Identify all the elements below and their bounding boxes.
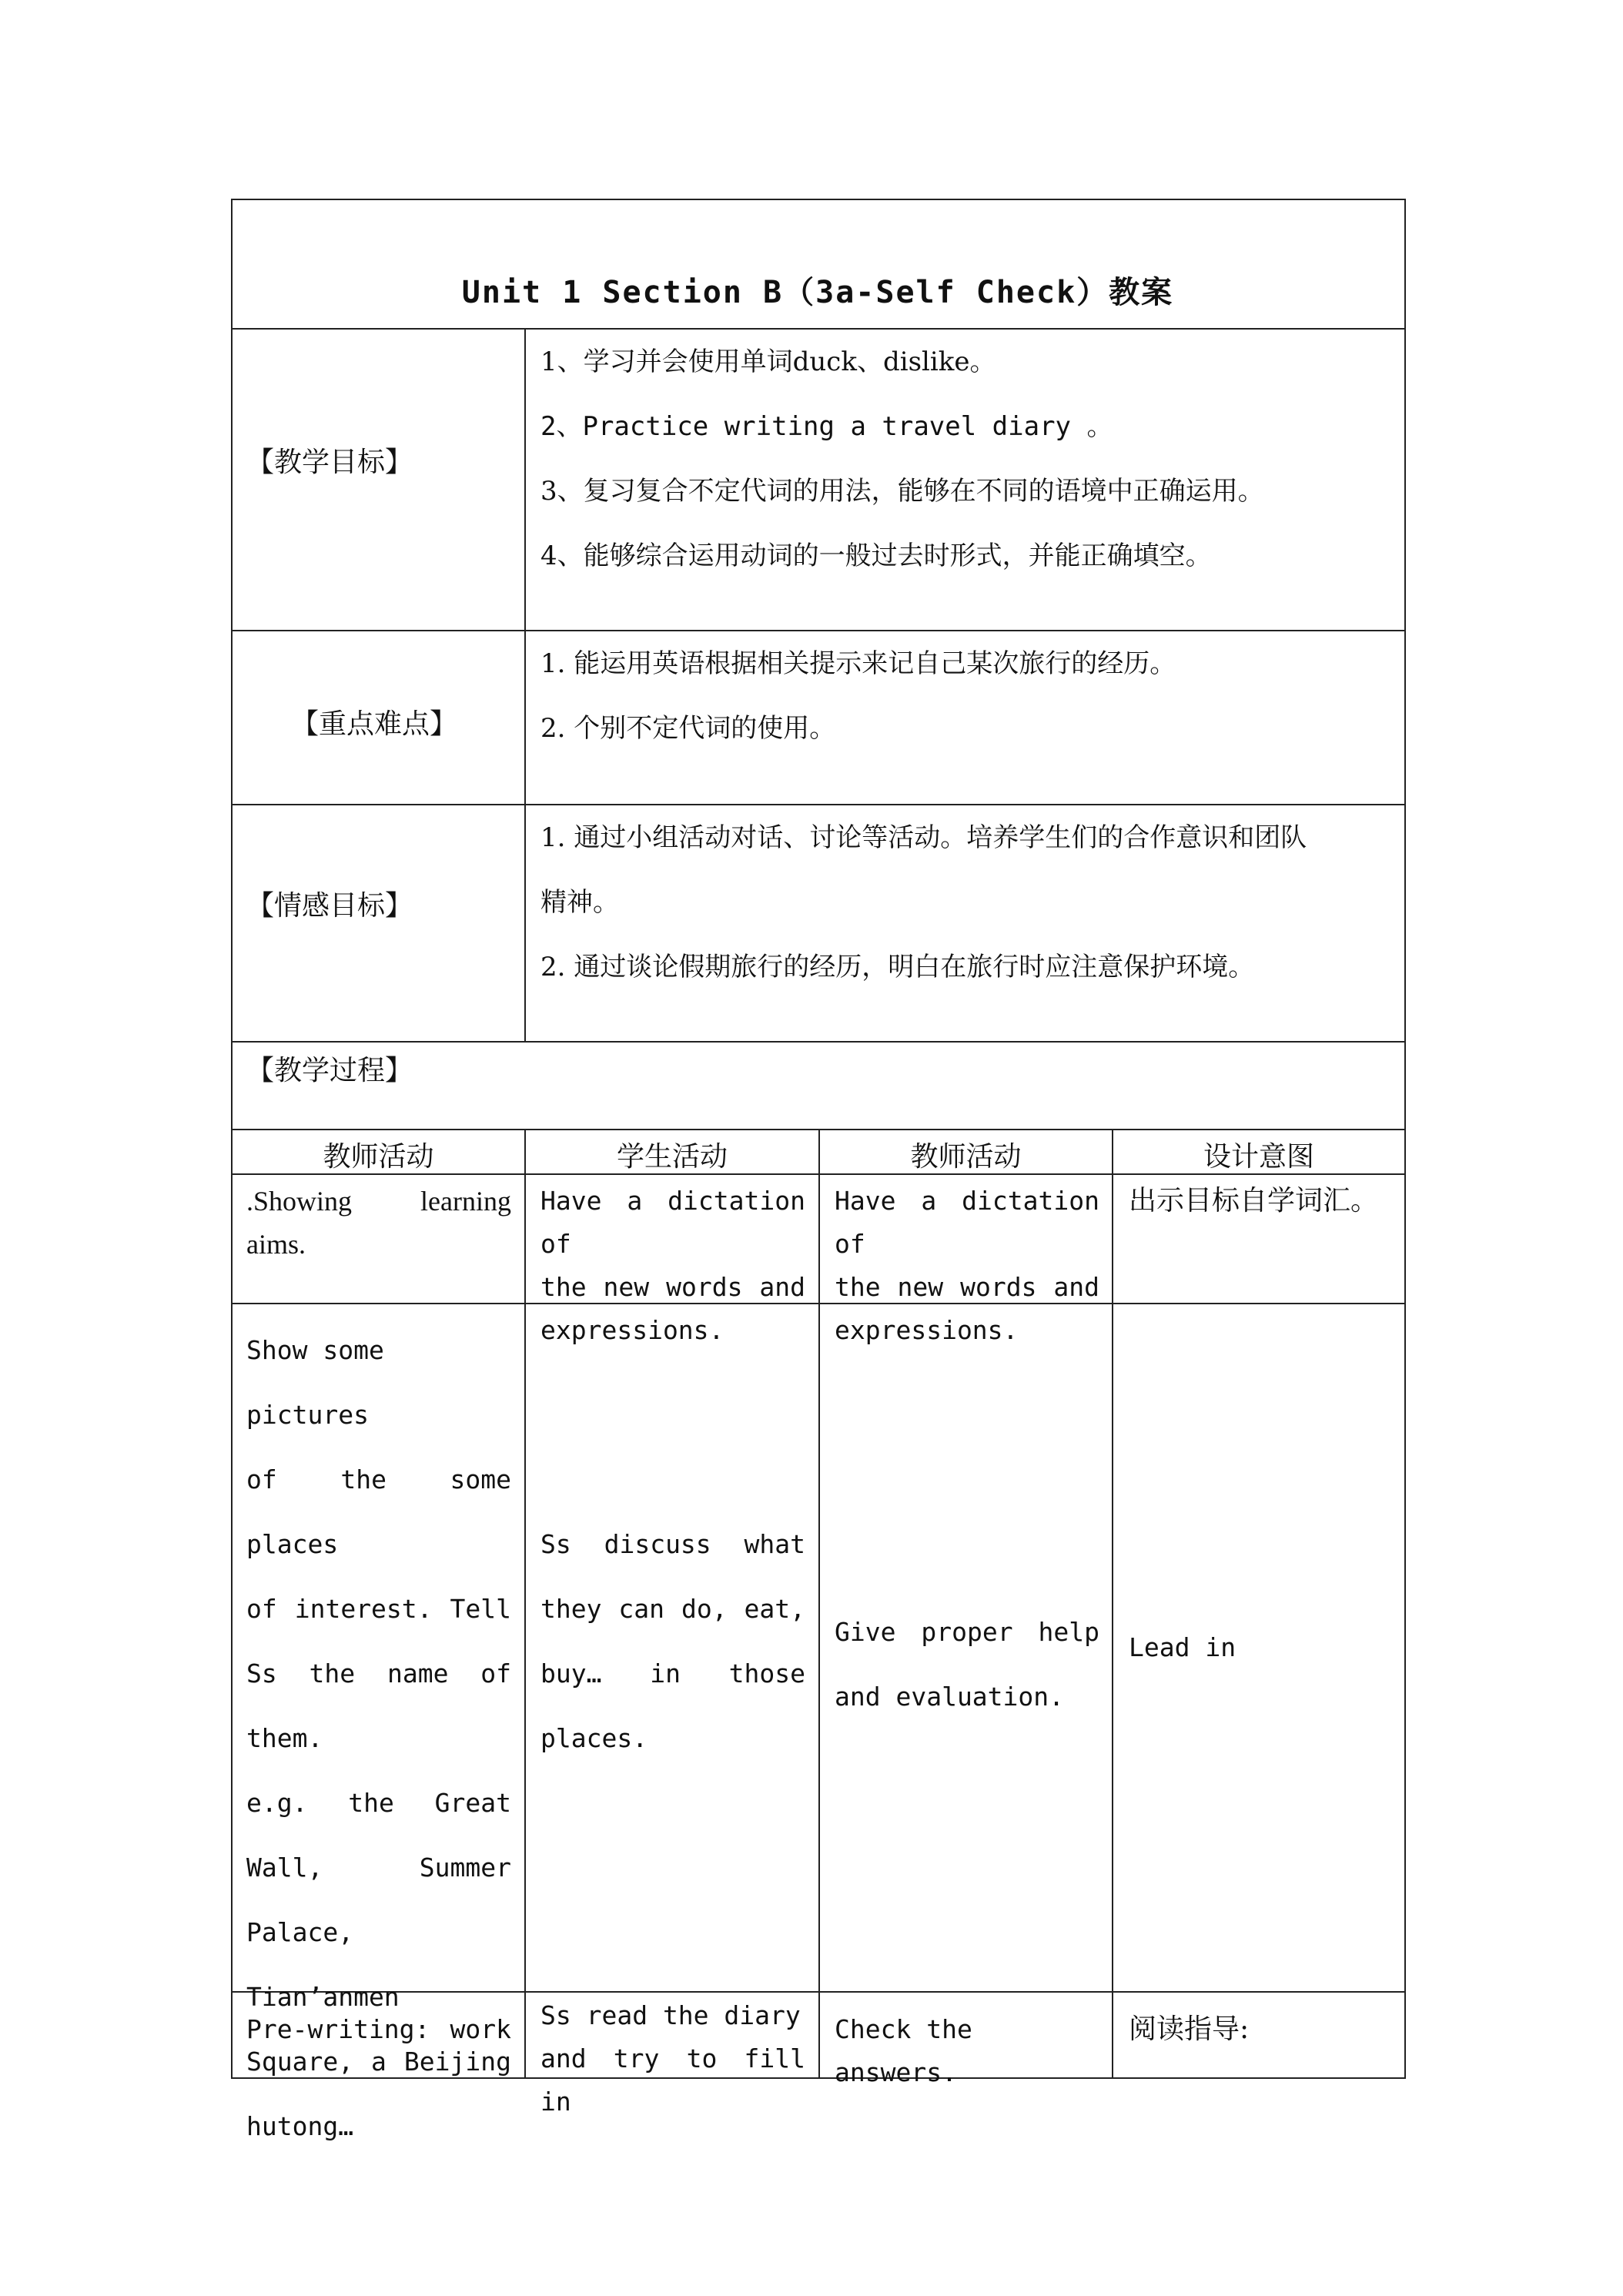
cell-line: Ss the name of them. xyxy=(246,1658,511,1753)
cell-line: of the some places xyxy=(246,1464,511,1559)
table-cell xyxy=(540,1512,805,1771)
cell-line: Show some pictures xyxy=(246,1335,384,1430)
cell-line: 出示目标自学词汇。 xyxy=(1129,1185,1379,1217)
cell-line: and evaluation. xyxy=(835,1682,1065,1712)
cell-line: they can do, eat, xyxy=(540,1594,805,1624)
col-divider xyxy=(818,1129,820,2079)
cell-line: Ss discuss what xyxy=(540,1529,805,1559)
cell-line: hutong… xyxy=(246,2111,354,2141)
objectives-label: 【教学目标】 xyxy=(246,447,413,478)
cell-line: the new words and xyxy=(540,1272,805,1302)
table-cell xyxy=(246,2008,511,2051)
column-header-teacher: 教师活动 xyxy=(323,1141,434,1173)
objective-item: 3、复习复合不定代词的用法，能够在不同的语境中正确运用。 xyxy=(540,476,1264,507)
cell-line: expressions. xyxy=(835,1315,1019,1345)
col-divider xyxy=(524,1129,526,2079)
cell-line: places. xyxy=(540,1723,648,1753)
column-header-teacher-2: 教师活动 xyxy=(910,1141,1022,1173)
emotion-label: 【情感目标】 xyxy=(246,890,413,922)
cell-line: buy… in those xyxy=(540,1658,805,1689)
cell-line: Have a dictation of xyxy=(835,1186,1099,1259)
emotion-item: 2. 通过谈论假期旅行的经历，明白在旅行时应注意保护环境。 xyxy=(540,952,1255,982)
emotion-item: 精神。 xyxy=(540,887,619,918)
table-border-top xyxy=(231,199,1406,200)
cell-line: 阅读指导: xyxy=(1129,2013,1250,2045)
col-divider xyxy=(524,328,526,1041)
column-header-design: 设计意图 xyxy=(1203,1141,1314,1173)
table-cell xyxy=(540,1180,805,1352)
cell-line: and try to fill in xyxy=(540,2043,805,2117)
cell-line: Palace, xyxy=(246,1917,354,1947)
objective-item: 1、学习并会使用单词duck、dislike。 xyxy=(540,346,996,377)
process-label: 【教学过程】 xyxy=(246,1055,413,1086)
table-cell xyxy=(246,1180,511,1266)
column-header-student: 学生活动 xyxy=(616,1141,728,1173)
key-point-item: 2. 个别不定代词的使用。 xyxy=(540,713,836,744)
cell-line: Give proper help xyxy=(835,1617,1099,1647)
cell-line: Lead in xyxy=(1129,1632,1236,1662)
cell-line: e.g. the Great xyxy=(246,1788,511,1818)
table-cell xyxy=(1129,1632,1394,1663)
table-cell xyxy=(540,1994,805,2124)
cell-line: Ss read the diary xyxy=(540,2000,801,2030)
document-title: Unit 1 Section B（3a-Self Check）教案 xyxy=(461,275,1174,310)
row-divider xyxy=(231,804,1406,805)
objective-item: 4、能够综合运用动词的一般过去时形式，并能正确填空。 xyxy=(540,541,1212,571)
table-border-right xyxy=(1404,199,1406,2079)
cell-line: of interest. Tell xyxy=(246,1594,511,1624)
cell-line: Have a dictation of xyxy=(540,1186,805,1259)
cell-line: Wall, Summer xyxy=(246,1853,511,1883)
cell-line: aims. xyxy=(246,1229,306,1260)
cell-line: Tian’anmen xyxy=(246,1982,400,2012)
row-divider xyxy=(231,328,1406,330)
emotion-item: 1. 通过小组活动对话、讨论等活动。培养学生们的合作意识和团队 xyxy=(540,822,1307,853)
table-cell xyxy=(1129,1180,1394,1223)
cell-line: Square, a Beijing xyxy=(246,2047,511,2077)
row-divider xyxy=(231,1041,1406,1043)
col-divider xyxy=(1112,1129,1113,2079)
row-divider xyxy=(231,630,1406,631)
table-cell xyxy=(835,1180,1099,1352)
key-points-label: 【重点难点】 xyxy=(291,708,458,740)
cell-line: Pre-writing: work xyxy=(246,2014,511,2044)
cell-line: expressions. xyxy=(540,1315,724,1345)
cell-line: Check the answers. xyxy=(835,2014,972,2087)
key-point-item: 1. 能运用英语根据相关提示来记自己某次旅行的经历。 xyxy=(540,648,1176,679)
table-cell xyxy=(835,1600,1099,1729)
objective-item: 2、Practice writing a travel diary 。 xyxy=(540,411,1113,442)
cell-line: the new words and xyxy=(835,1272,1099,1302)
table-cell xyxy=(835,2008,1099,2094)
cell-line: .Showing learning xyxy=(246,1186,511,1217)
table-cell xyxy=(1129,2008,1394,2051)
